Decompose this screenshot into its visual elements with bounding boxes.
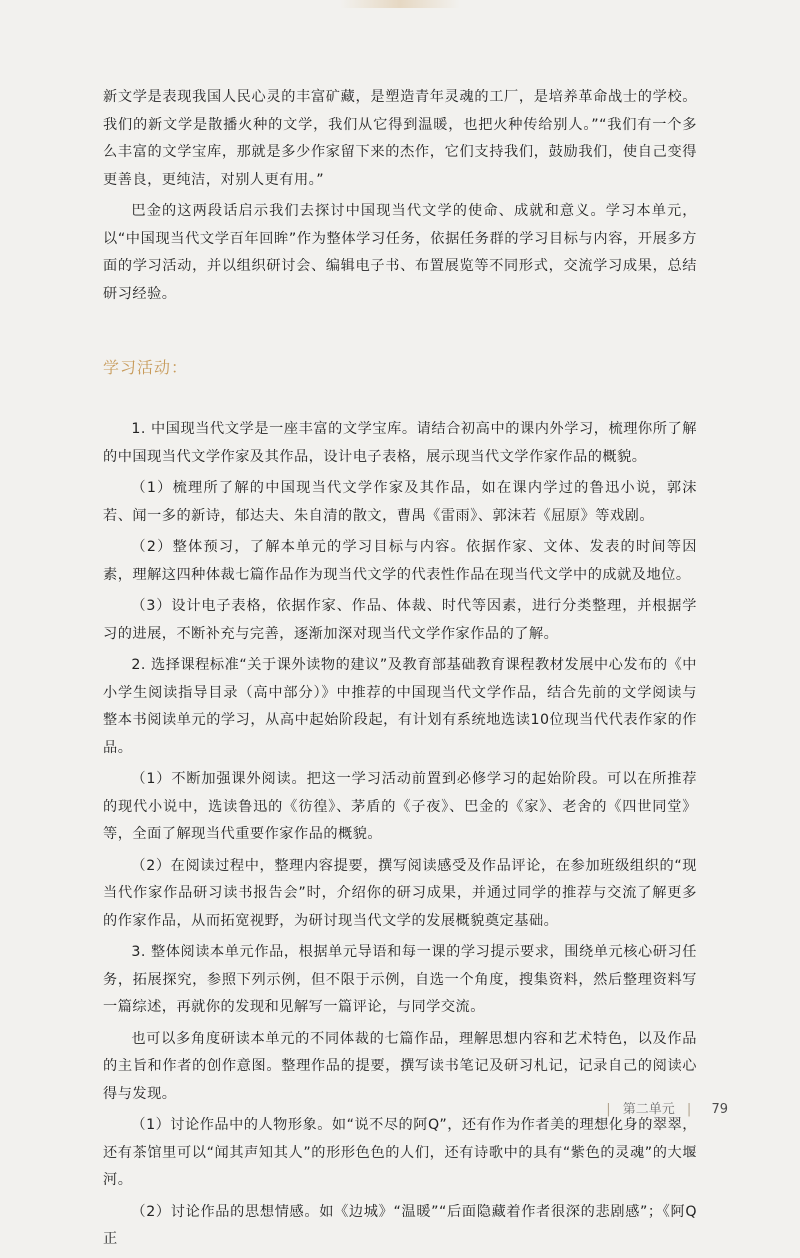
activity-3-paragraph: 也可以多角度研读本单元的不同体裁的七篇作品，理解思想内容和艺术特色，以及作品的主旨和作者的创作意图。整理作品的提要，撰写读书笔记及研习札记，记录自己的阅读心得与发现。 xyxy=(103,1030,697,1102)
activity-3-item-1: （1）讨论作品中的人物形象。如“说不尽的阿Q”，还有作为作者美的理想化身的翠翠，还有茶馆里可以“闻其声知其人”的形形色色的人们，还有诗歌中的具有“紫色的灵魂”的大堰河。 xyxy=(103,1117,697,1188)
intro-paragraph-2: 巴金的这两段话启示我们去探讨中国现当代文学的使命、成就和意义。学习本单元，以“中国现当代文学百年回眸”作为整体学习任务，依据任务群的学习目标与内容，开展多方面的学习活动，并以组织研讨会、编辑电子书、布置展览等不同形式，交流学习成果，总结研习经验。 xyxy=(103,203,697,302)
activity-2-item-1: （1）不断加强课外阅读。把这一学习活动前置到必修学习的起始阶段。可以在所推荐的现代小说中，选读鲁迅的《彷徨》、茅盾的《子夜》、巴金的《家》、老舍的《四世同堂》等，全面了解现当代重要作家作品的概貌。 xyxy=(103,771,697,842)
footer-separator-left: | xyxy=(606,1102,611,1117)
page-number: 79 xyxy=(711,1102,728,1117)
section-title-learning-activities: 学习活动： xyxy=(103,358,189,377)
footer-separator-right: | xyxy=(686,1102,692,1117)
page-content xyxy=(103,84,697,1258)
header-decoration xyxy=(340,0,460,8)
activity-1-item-3: （3）设计电子表格，依据作家、作品、体裁、时代等因素，进行分类整理，并根据学习的进展，不断补充与完善，逐渐加深对现当代文学作家作品的了解。 xyxy=(103,598,697,642)
intro-paragraph-1: 新文学是表现我国人民心灵的丰富矿藏，是塑造青年灵魂的工厂，是培养革命战士的学校。我们的新文学是散播火种的文学，我们从它得到温暖，也把火种传给别人。”“我们有一个多么丰富的文学宝库，那就是多少作家留下来的杰作，它们支持我们，鼓励我们，使自己变得更善良，更纯洁，对别人更有用。” xyxy=(103,89,697,188)
activity-3-item-2: （2）讨论作品的思想情感。如《边城》“温暖”“后面隐藏着作者很深的悲剧感”；《阿Q正 xyxy=(103,1203,697,1247)
unit-label: 第二单元 xyxy=(622,1102,675,1117)
activity-1-item-1: （1）梳理所了解的中国现当代文学作家及其作品，如在课内学过的鲁迅小说，郭沫若、闻一多的新诗，郁达夫、朱自清的散文，曹禺《雷雨》、郭沫若《屈原》等戏剧。 xyxy=(103,480,697,524)
page-footer xyxy=(598,1100,728,1120)
activity-1: 1. 中国现当代文学是一座丰富的文学宝库。请结合初高中的课内外学习，梳理你所了解的中国现当代文学作家及其作品，设计电子表格，展示现当代文学作家作品的概貌。 xyxy=(103,421,697,465)
activity-1-item-2: （2）整体预习，了解本单元的学习目标与内容。依据作家、文体、发表的时间等因素，理解这四种体裁七篇作品作为现当代文学的代表性作品在现当代文学中的成就及地位。 xyxy=(103,539,697,583)
activity-3: 3. 整体阅读本单元作品，根据单元导语和每一课的学习提示要求，围绕单元核心研习任务，拓展探究，参照下列示例，但不限于示例，自选一个角度，搜集资料，然后整理资料写一篇综述，再就你的发现和见解写一篇评论，与同学交流。 xyxy=(103,944,697,1015)
activity-2: 2. 选择课程标准“关于课外读物的建议”及教育部基础教育课程教材发展中心发布的《中小学生阅读指导目录（高中部分）》中推荐的中国现当代文学作品，结合先前的文学阅读与整本书阅读单元的学习，从高中起始阶段起，有计划有系统地选读10位现当代代表作家的作品。 xyxy=(103,657,697,756)
activity-2-item-2: （2）在阅读过程中，整理内容提要，撰写阅读感受及作品评论，在参加班级组织的“现当代作家作品研习读书报告会”时，介绍你的研习成果，并通过同学的推荐与交流了解更多的作家作品，从而拓宽视野，为研讨现当代文学的发展概貌奠定基础。 xyxy=(103,857,697,929)
